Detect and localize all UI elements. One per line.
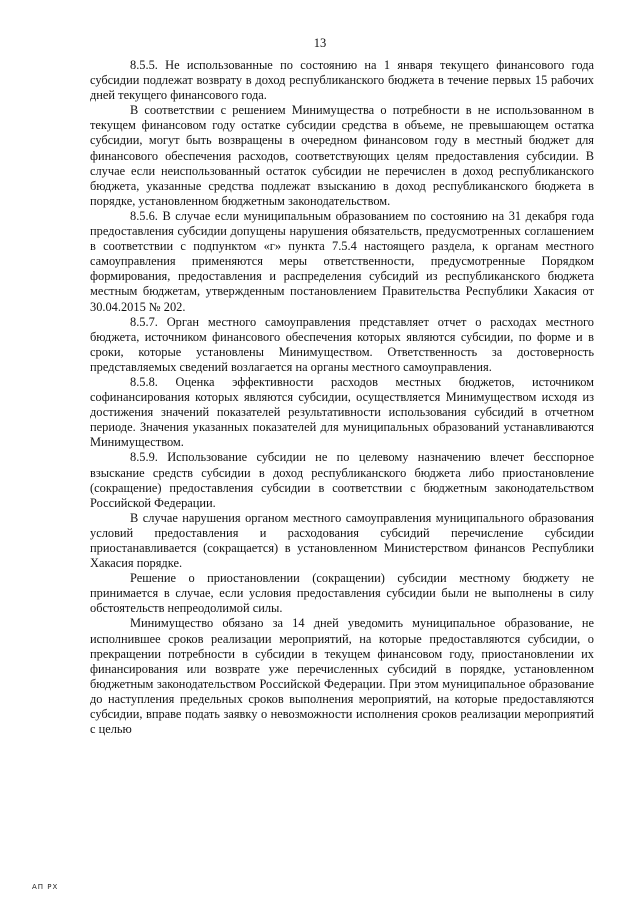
- page-number: 13: [313, 36, 327, 50]
- body-text: [90, 58, 594, 737]
- paragraph-8-5-7: 8.5.7. Орган местного самоуправления представляет отчет о расходах местного бюджета, источником финансового обеспечения которых являются субсидии, по форме и в сроки, которые установлены Минимуществом. Ответственность за достоверность представляемых сведений возлагается на органы местного самоуправления.: [90, 314, 594, 374]
- paragraph-8-5-6: 8.5.6. В случае если муниципальным образованием по состоянию на 31 декабря года предоставления субсидии допущены нарушения обязательств, предусмотренных соглашением в соответствии с подпунктом «г» пункта 7.5.4 настоящего раздела, к органам местного самоуправления применяются меры ответственности, предусмотренные Порядком формирования, предоставления и распределения субсидий из республиканского бюджета местным бюджетам, утвержденным постановлением Правительства Республики Хакасия от 30.04.2015 № 202.: [90, 208, 594, 314]
- paragraph-8-5-9: 8.5.9. Использование субсидии не по целевому назначению влечет бесспорное взыскание средств субсидии в доход республиканского бюджета либо приостановление (сокращение) предоставления субсидии в соответствии с бюджетным законодательством Российской Федерации.: [90, 450, 594, 510]
- paragraph-notification: Минимущество обязано за 14 дней уведомить муниципальное образование, не исполнившее сроков реализации мероприятий, на которые предоставляются субсидии, о прекращении потребности в субсидии в текущем финансовом году, приостановлении их финансирования или возврате уже перечисленных субсидий в порядке, установленном бюджетным законодательством Российской Федерации. При этом муниципальное образование до наступления предельных сроков выполнения мероприятий, на которые предоставляются субсидии, вправе подать заявку о невозможности исполнения сроков реализации мероприятий с целью: [90, 616, 594, 737]
- paragraph-violation: В случае нарушения органом местного самоуправления муниципального образования условий предоставления и расходования субсидий перечисление субсидии приостанавливается (сокращается) в установленном Министерством финансов Республики Хакасия порядке.: [90, 510, 594, 571]
- paragraph-8-5-5: 8.5.5. Не использованные по состоянию на 1 января текущего финансового года субсидии подлежат возврату в доход республиканского бюджета в течение первых 15 рабочих дней текущего финансового года.: [90, 58, 594, 103]
- footer-mark: АП РХ: [32, 883, 59, 891]
- paragraph-return-balance: В соответствии с решением Минимущества о потребности в не использованном в текущем финансовом году остатке субсидии средства в объеме, не превышающем остатка субсидии, могут быть возвращены в очередном финансовом году в местный бюджет для финансового обеспечения расходов, соответствующих целям предоставления субсидии. В случае если неиспользованный остаток субсидии не перечислен в доход республиканского бюджета, указанные средства подлежат взысканию в доход республиканского бюджета в порядке, установленном бюджетным законодательством.: [90, 103, 594, 208]
- paragraph-force-majeure: Решение о приостановлении (сокращении) субсидии местному бюджету не принимается в случае, если условия предоставления субсидии были не выполнены в силу обстоятельств непреодолимой силы.: [90, 571, 594, 616]
- paragraph-8-5-8: 8.5.8. Оценка эффективности расходов местных бюджетов, источником софинансирования которых являются субсидии, осуществляется Минимуществом исходя из достижения значений показателей результативности использования субсидий в отчетном периоде. Значения указанных показателей для муниципальных образований устанавливаются Минимуществом.: [90, 374, 594, 450]
